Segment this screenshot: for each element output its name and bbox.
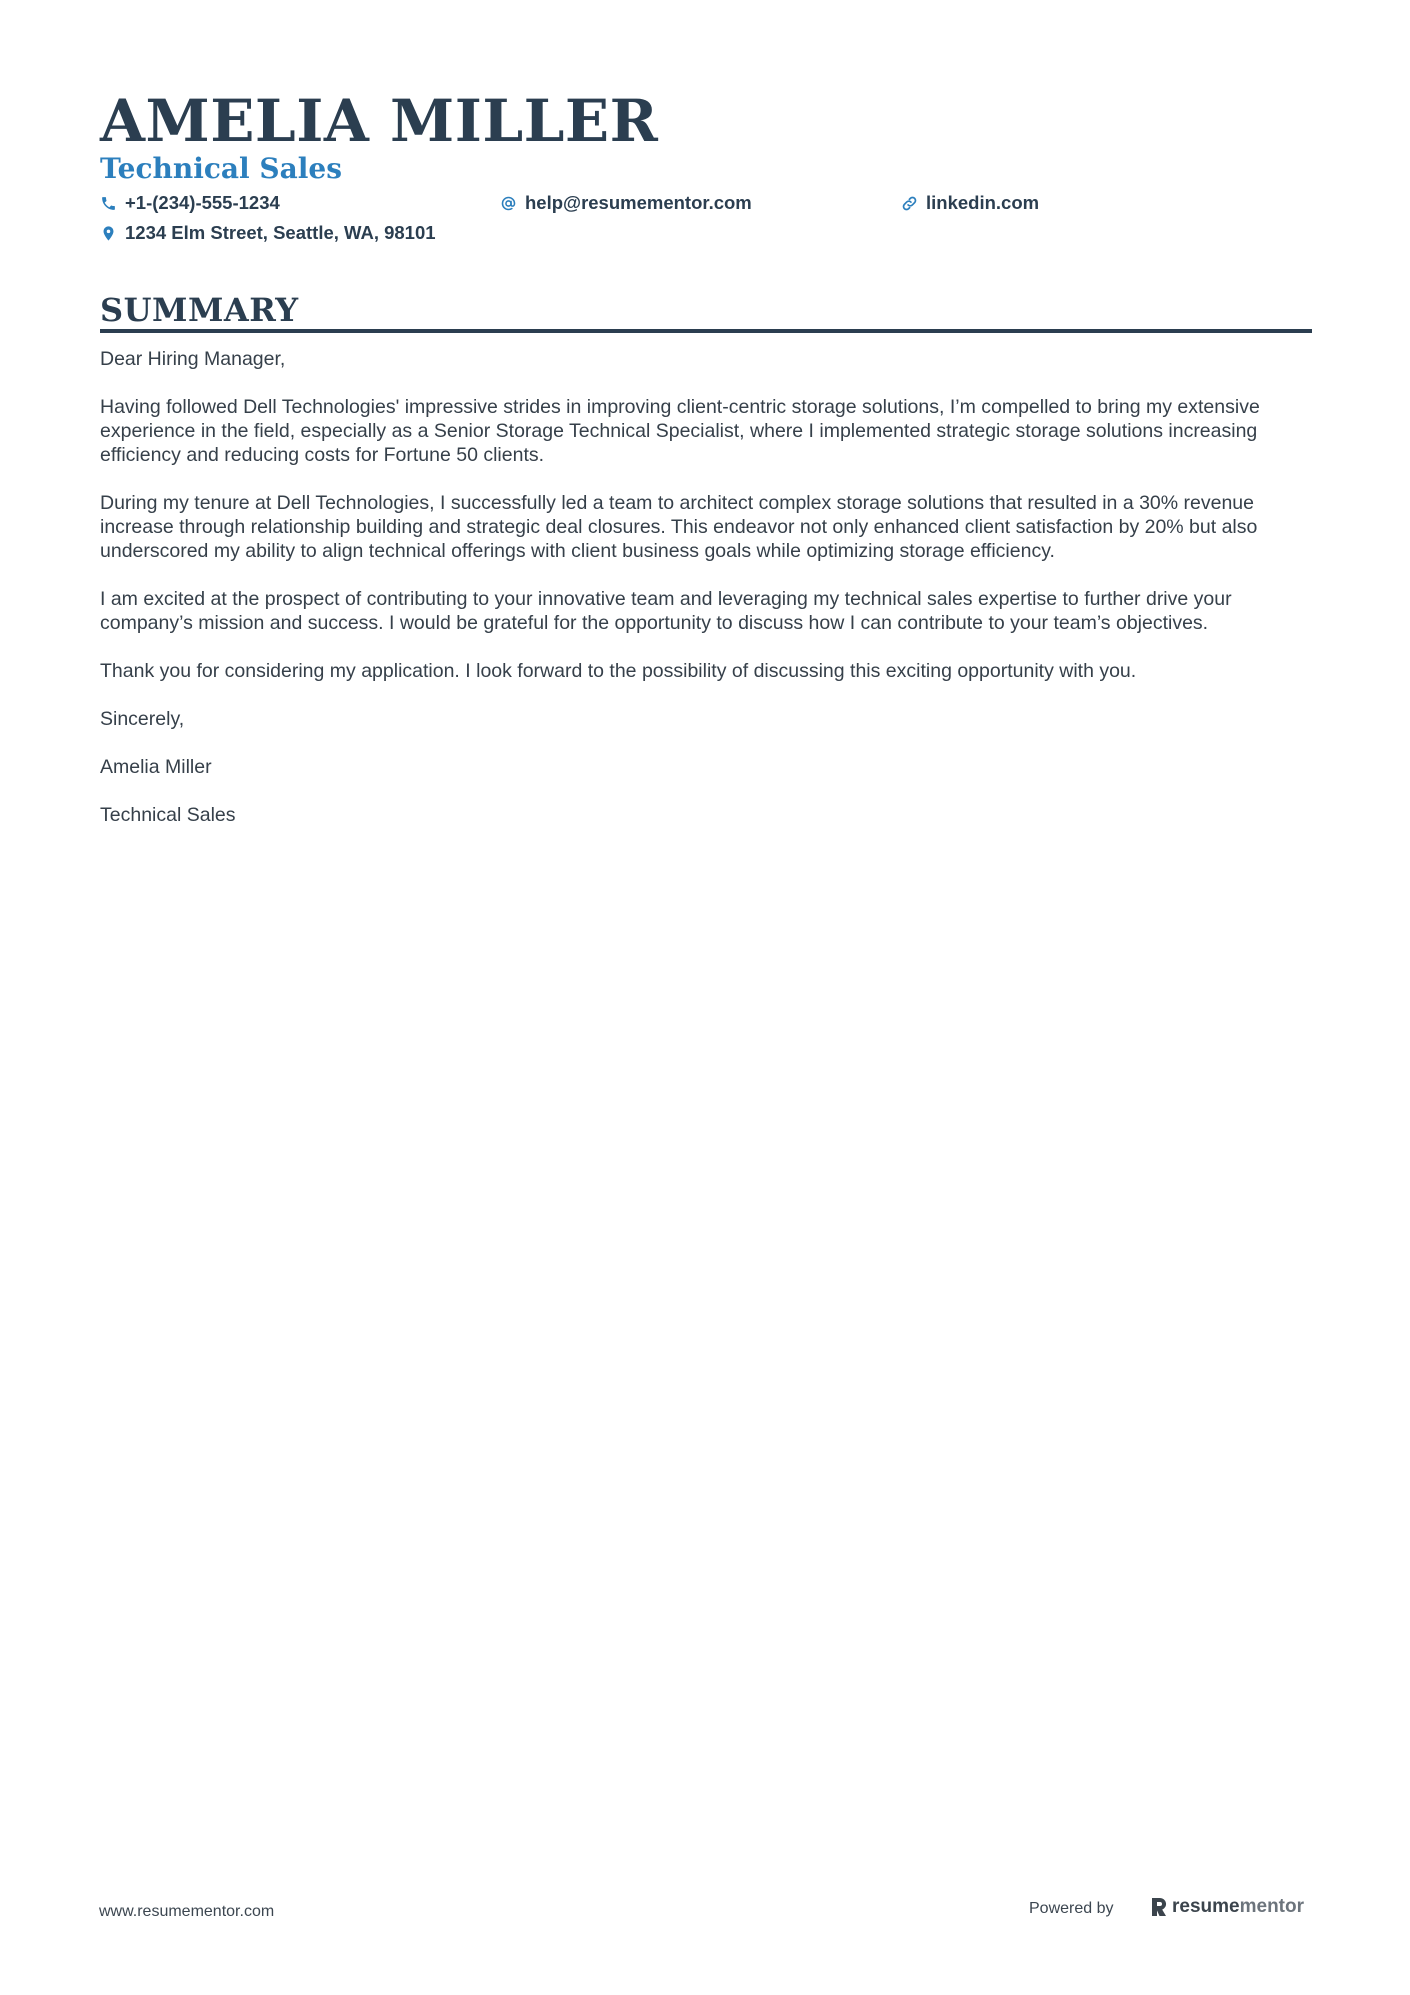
brand-name-part2: mentor xyxy=(1239,1896,1305,1917)
street-address: 1234 Elm Street, Seattle, WA, 98101 xyxy=(125,222,436,243)
signature-title: Technical Sales xyxy=(100,804,236,826)
contact-website[interactable] xyxy=(901,191,1039,215)
resumementor-logo-icon xyxy=(1150,1896,1168,1918)
email-address[interactable]: help@resumementor.com xyxy=(525,192,752,213)
section-title-summary: SUMMARY xyxy=(100,291,299,329)
signature-name: Amelia Miller xyxy=(100,756,212,778)
phone-number: +1-(234)-555-1234 xyxy=(125,192,280,213)
phone-icon xyxy=(100,195,117,212)
brand-logo[interactable] xyxy=(1150,1896,1304,1918)
contact-phone xyxy=(100,191,280,215)
at-icon xyxy=(500,195,517,212)
candidate-role: Technical Sales xyxy=(100,152,342,185)
closing: Sincerely, xyxy=(100,708,185,730)
letter-paragraph: Thank you for considering my application. I look forward to the possibility of discussing this exciting opportunity with you. xyxy=(100,660,1137,682)
location-icon xyxy=(100,225,117,242)
salutation: Dear Hiring Manager, xyxy=(100,348,286,370)
letter-paragraph: During my tenure at Dell Technologies, I successfully led a team to architect complex storage solutions that resulted in a 30% revenue increase through relationship building and strategic deal closures. This endeavor not only enhanced client satisfaction by 20% but also underscored my ability to align technical offerings with client business goals while optimizing storage efficiency. xyxy=(100,492,1258,562)
contact-email[interactable] xyxy=(500,191,752,215)
powered-by-label: Powered by xyxy=(1029,1900,1114,1917)
link-icon xyxy=(901,195,918,212)
letter-paragraph: Having followed Dell Technologies' impressive strides in improving client-centric storage solutions, I’m compelled to bring my extensive experience in the field, especially as a Senior Storage Technical Specialist, where I implemented strategic storage solutions increasing efficiency and reducing costs for Fortune 50 clients. xyxy=(100,396,1260,466)
candidate-name: AMELIA MILLER xyxy=(100,87,659,155)
contact-address xyxy=(100,221,436,245)
brand-name-part1: resume xyxy=(1172,1896,1240,1917)
letter-body xyxy=(100,347,1312,851)
section-divider xyxy=(100,329,1312,333)
letter-paragraph: I am excited at the prospect of contributing to your innovative team and leveraging my technical sales expertise to further drive your company’s mission and success. I would be grateful for the opportunity to discuss how I can contribute to your team’s objectives. xyxy=(100,588,1232,634)
brand-name xyxy=(1172,1896,1304,1918)
footer-url[interactable]: www.resumementor.com xyxy=(99,1903,275,1920)
website-link[interactable]: linkedin.com xyxy=(926,192,1040,213)
